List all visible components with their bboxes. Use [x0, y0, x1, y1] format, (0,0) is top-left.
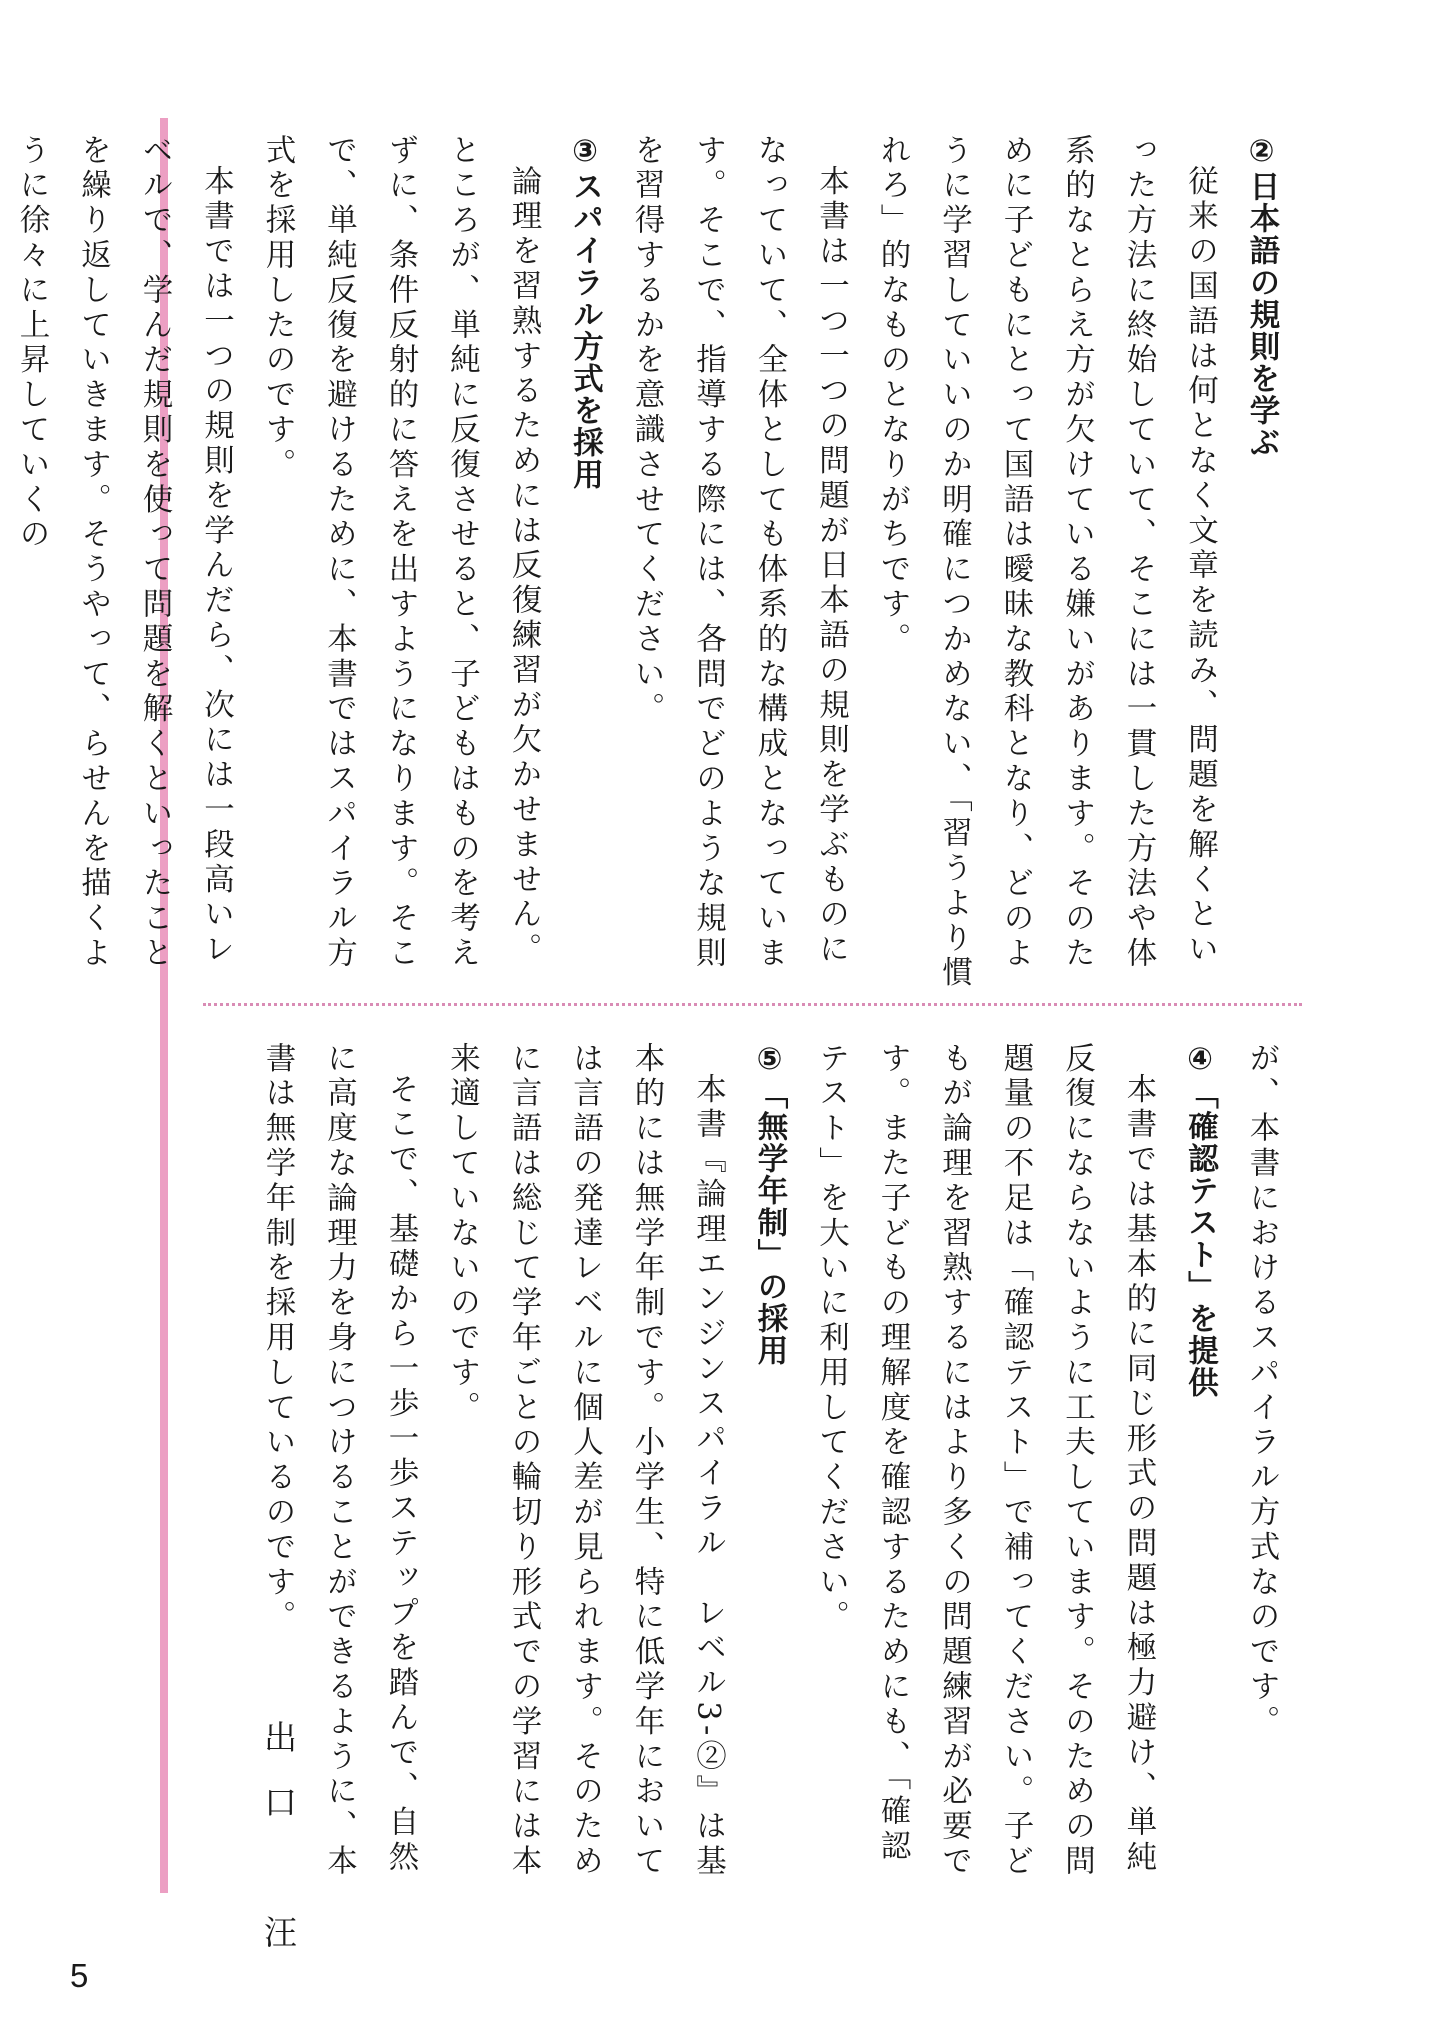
section-3-continuation: が、本書におけるスパイラル方式なのです。 — [1244, 1042, 1279, 1740]
section-divider — [203, 1003, 1302, 1006]
upper-text-block — [1, 134, 1293, 996]
section-3-heading: ③スパイラル方式を採用 — [567, 134, 603, 491]
author-name: 出口 汪 — [259, 1720, 298, 1980]
section-4-paragraph-1: 本書では基本的に同じ形式の問題は極力避け、単純反復にならないように工夫しています。そのための問題量の不足は「確認テスト」で補ってください。子どもが論理を習熟するにはより多くの問題練習が必要です。また子どもの理解度を確認するためにも、「確認テスト」を大いに利用してください。 — [813, 1042, 1156, 1880]
section-3-paragraph-1: 論理を習熟するためには反復練習が欠かせません。ところが、単純に反復させると、子どもはものを考えずに、条件反射的に答えを出すようになります。そこで、単純反復を避けるために、本書ではスパイラル方式を採用したのです。 — [260, 134, 541, 972]
page-number: 5 — [70, 1957, 89, 1994]
section-2-heading: ②日本語の規則を学ぶ — [1244, 134, 1279, 459]
lower-text-block — [247, 1042, 1293, 1892]
section-4-heading: ④「確認テスト」を提供 — [1182, 1042, 1218, 1399]
section-2-paragraph-1: 従来の国語は何となく文章を読み、問題を解くといった方法に終始していて、そこには一貫した方法や体系的なとらえ方が欠けている嫌いがあります。そのために子どもにとって国語は曖昧な教科となり、どのように学習していいのか明確につかめない、「習うより慣れろ」的なものとなりがちです。 — [875, 134, 1218, 992]
section-3-paragraph-2: 本書では一つの規則を学んだら、次には一段高いレベルで、学んだ規則を使って問題を解くといったことを繰り返していきます。そうやって、らせんを描くように徐々に上昇していくの — [14, 134, 234, 972]
section-5-paragraph-1: 本書『論理エンジンスパイラル レベル3-②』は基本的には無学年制です。小学生、特に低学年においては言語の発達レベルに個人差が見られます。そのために言語は総じて学年ごとの輪切り形式での学習には本来適していないのです。 — [444, 1042, 726, 1880]
section-5-heading: ⑤「無学年制」の採用 — [752, 1042, 787, 1367]
section-2-paragraph-2: 本書は一つ一つの問題が日本語の規則を学ぶものになっていて、全体としても体系的な構成となっています。そこで、指導する際には、各問でどのような規則を習得するかを意識させてください。 — [629, 134, 849, 972]
section-5-paragraph-2: そこで、基礎から一歩一歩ステップを踏んで、自然に高度な論理力を身につけることができるように、本書は無学年制を採用しているのです。 — [260, 1042, 418, 1880]
